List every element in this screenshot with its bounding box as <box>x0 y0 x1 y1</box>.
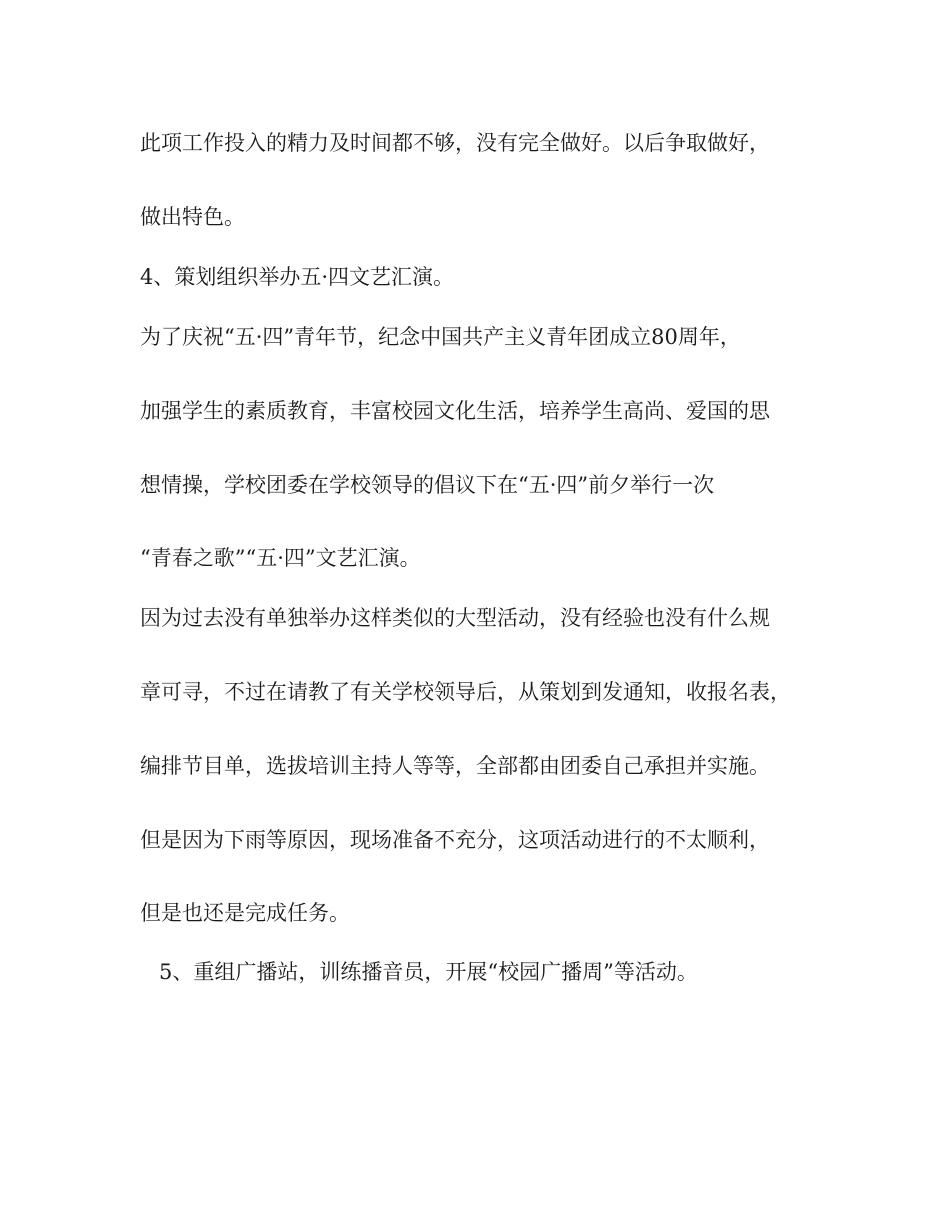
paragraph-line: “青春之歌”“五·四”文艺汇演。 <box>140 546 421 570</box>
paragraph-line: 想情操，学校团委在学校领导的倡议下在“五·四”前夕举行一次 <box>140 473 715 497</box>
paragraph-line: 但是因为下雨等原因，现场准备不充分，这项活动进行的不太顺利， <box>140 828 770 852</box>
paragraph-line: 为了庆祝“五·四”青年节，纪念中国共产主义青年团成立80周年， <box>140 325 741 349</box>
section-heading: 4、策划组织举办五·四文艺汇演。 <box>140 265 455 289</box>
paragraph-line: 加强学生的素质教育，丰富校园文化生活，培养学生高尚、爱国的思 <box>140 399 770 423</box>
paragraph-line: 但是也还是完成任务。 <box>140 901 350 925</box>
paragraph-line: 做出特色。 <box>140 205 245 229</box>
paragraph-line: 因为过去没有单独举办这样类似的大型活动，没有经验也没有什么规 <box>140 606 770 630</box>
section-heading: 5、重组广播站，训练播音员，开展“校园广播周”等活动。 <box>159 960 698 984</box>
paragraph-line: 此项工作投入的精力及时间都不够，没有完全做好。以后争取做好， <box>140 131 770 155</box>
paragraph-line: 章可寻，不过在请教了有关学校领导后，从策划到发通知，收报名表， <box>140 680 791 704</box>
paragraph-line: 编排节目单，选拔培训主持人等等，全部都由团委自己承担并实施。 <box>140 754 770 778</box>
